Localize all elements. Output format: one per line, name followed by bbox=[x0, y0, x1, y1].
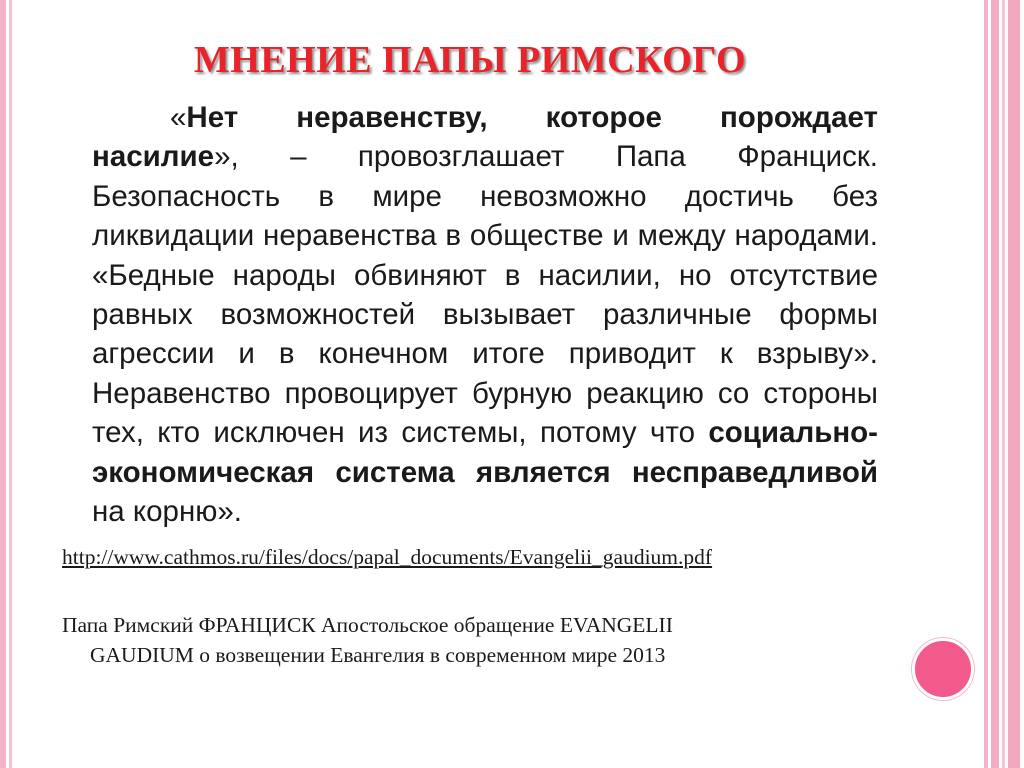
left-decor-stripe-thin bbox=[9, 0, 12, 768]
paragraph-text: », – провозглашает Папа Франциск. Безопасность в мире невозможно достичь без ликвидации неравенства в обществе и между народами. «Бедные народы обвиняют в насилии, но отсутствие равных возможностей вызывает различные формы агрессии и в конечном итоге приводит к взрыву». Неравенство провоцирует бурную реакцию со стороны тех, кто исключен из системы, потому что bbox=[92, 140, 878, 450]
reference-link[interactable]: http://www.cathmos.ru/files/docs/papal_documents/Evangelii_gaudium.pdf bbox=[62, 545, 713, 569]
quote-open-mark: « bbox=[170, 101, 187, 134]
bold-quote: Нет неравенству, которое порождает насилие bbox=[92, 101, 878, 174]
right-decor-stripe-1 bbox=[984, 0, 988, 768]
quote-paragraph bbox=[92, 98, 878, 531]
citation-line-2: GAUDIUM о возвещении Евангелия в современном мире 2013 bbox=[90, 643, 666, 667]
citation bbox=[62, 610, 882, 670]
right-decor-stripe-4 bbox=[1008, 0, 1020, 768]
citation-line-1: Папа Римский ФРАНЦИСК Апостольское обращение EVANGELII bbox=[62, 613, 673, 637]
right-decor-stripe-2 bbox=[991, 0, 999, 768]
slide-title: МНЕНИЕ ПАПЫ РИМСКОГО bbox=[193, 39, 747, 81]
decorative-circle bbox=[912, 638, 974, 700]
left-decor-stripe bbox=[0, 0, 6, 768]
paragraph-closing: на корню». bbox=[92, 495, 242, 529]
right-decor-stripe-3 bbox=[1002, 0, 1005, 768]
bold-conclusion: социально-экономическая система является несправедливой bbox=[92, 416, 878, 489]
